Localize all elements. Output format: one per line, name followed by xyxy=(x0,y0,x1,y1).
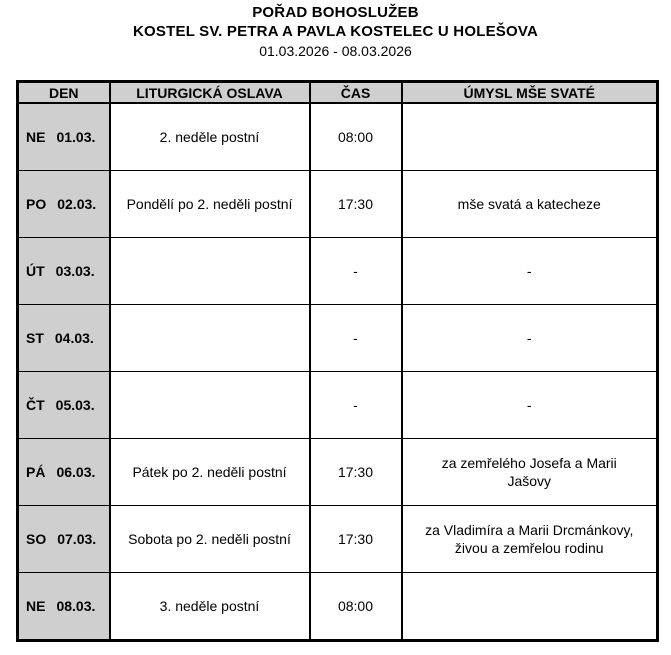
celebration-cell xyxy=(110,305,310,372)
date-label: 02.03. xyxy=(57,196,97,212)
time-cell: 17:30 xyxy=(310,506,402,573)
day-label: ST xyxy=(26,330,44,346)
intention-cell: - xyxy=(402,372,658,439)
celebration-cell: Pondělí po 2. neděli postní xyxy=(110,171,310,238)
date-label: 03.03. xyxy=(55,263,95,279)
col-header-intention: ÚMYSL MŠE SVATÉ xyxy=(402,82,658,104)
time-cell: - xyxy=(310,305,402,372)
time-cell: 08:00 xyxy=(310,103,402,171)
intention-cell: - xyxy=(402,305,658,372)
schedule-table xyxy=(16,80,659,642)
time-cell: 08:00 xyxy=(310,573,402,641)
celebration-cell xyxy=(110,238,310,305)
date-label: 05.03. xyxy=(55,397,95,413)
day-label: PO xyxy=(26,196,47,212)
header-row xyxy=(18,82,658,104)
intention-cell: - xyxy=(402,238,658,305)
day-cell xyxy=(18,506,110,573)
document-header xyxy=(0,3,671,61)
day-cell xyxy=(18,238,110,305)
day-cell xyxy=(18,305,110,372)
time-cell: 17:30 xyxy=(310,439,402,506)
celebration-cell xyxy=(110,372,310,439)
celebration-cell: Pátek po 2. neděli postní xyxy=(110,439,310,506)
table-row xyxy=(18,439,658,506)
day-label: ÚT xyxy=(26,263,45,279)
col-header-day: DEN xyxy=(18,82,110,104)
celebration-cell: 2. neděle postní xyxy=(110,103,310,171)
table-row xyxy=(18,372,658,439)
col-header-celebration: LITURGICKÁ OSLAVA xyxy=(110,82,310,104)
date-label: 06.03. xyxy=(56,464,96,480)
table-row xyxy=(18,238,658,305)
table-row xyxy=(18,171,658,238)
time-cell: - xyxy=(310,238,402,305)
day-label: NE xyxy=(26,129,46,145)
intention-cell: mše svatá a katecheze xyxy=(402,171,658,238)
date-range: 01.03.2026 - 08.03.2026 xyxy=(259,43,412,59)
celebration-cell: Sobota po 2. neděli postní xyxy=(110,506,310,573)
intention-cell xyxy=(402,573,658,641)
date-label: 07.03. xyxy=(57,531,97,547)
page-subtitle: KOSTEL SV. PETRA A PAVLA KOSTELEC U HOLEŠOVA xyxy=(133,23,538,40)
celebration-cell: 3. neděle postní xyxy=(110,573,310,641)
table-row xyxy=(18,103,658,171)
day-label: SO xyxy=(26,531,47,547)
table-row xyxy=(18,305,658,372)
day-label: PÁ xyxy=(26,464,46,480)
day-cell xyxy=(18,372,110,439)
table-row xyxy=(18,573,658,641)
day-label: ČT xyxy=(26,397,45,413)
time-cell: 17:30 xyxy=(310,171,402,238)
time-cell: - xyxy=(310,372,402,439)
intention-cell xyxy=(402,103,658,171)
date-label: 01.03. xyxy=(56,129,96,145)
page-title: POŘAD BOHOSLUŽEB xyxy=(252,4,419,21)
day-label: NE xyxy=(26,598,46,614)
intention-cell: za Vladimíra a Marii Drcmánkovy, živou a zemřelou rodinu xyxy=(402,506,658,573)
day-cell xyxy=(18,171,110,238)
date-label: 08.03. xyxy=(56,598,96,614)
intention-cell: za zemřelého Josefa a Marii Jašovy xyxy=(402,439,658,506)
day-cell xyxy=(18,439,110,506)
col-header-time: ČAS xyxy=(310,82,402,104)
date-label: 04.03. xyxy=(54,330,94,346)
table-row xyxy=(18,506,658,573)
day-cell xyxy=(18,103,110,171)
day-cell xyxy=(18,573,110,641)
schedule-table-container xyxy=(16,80,659,642)
